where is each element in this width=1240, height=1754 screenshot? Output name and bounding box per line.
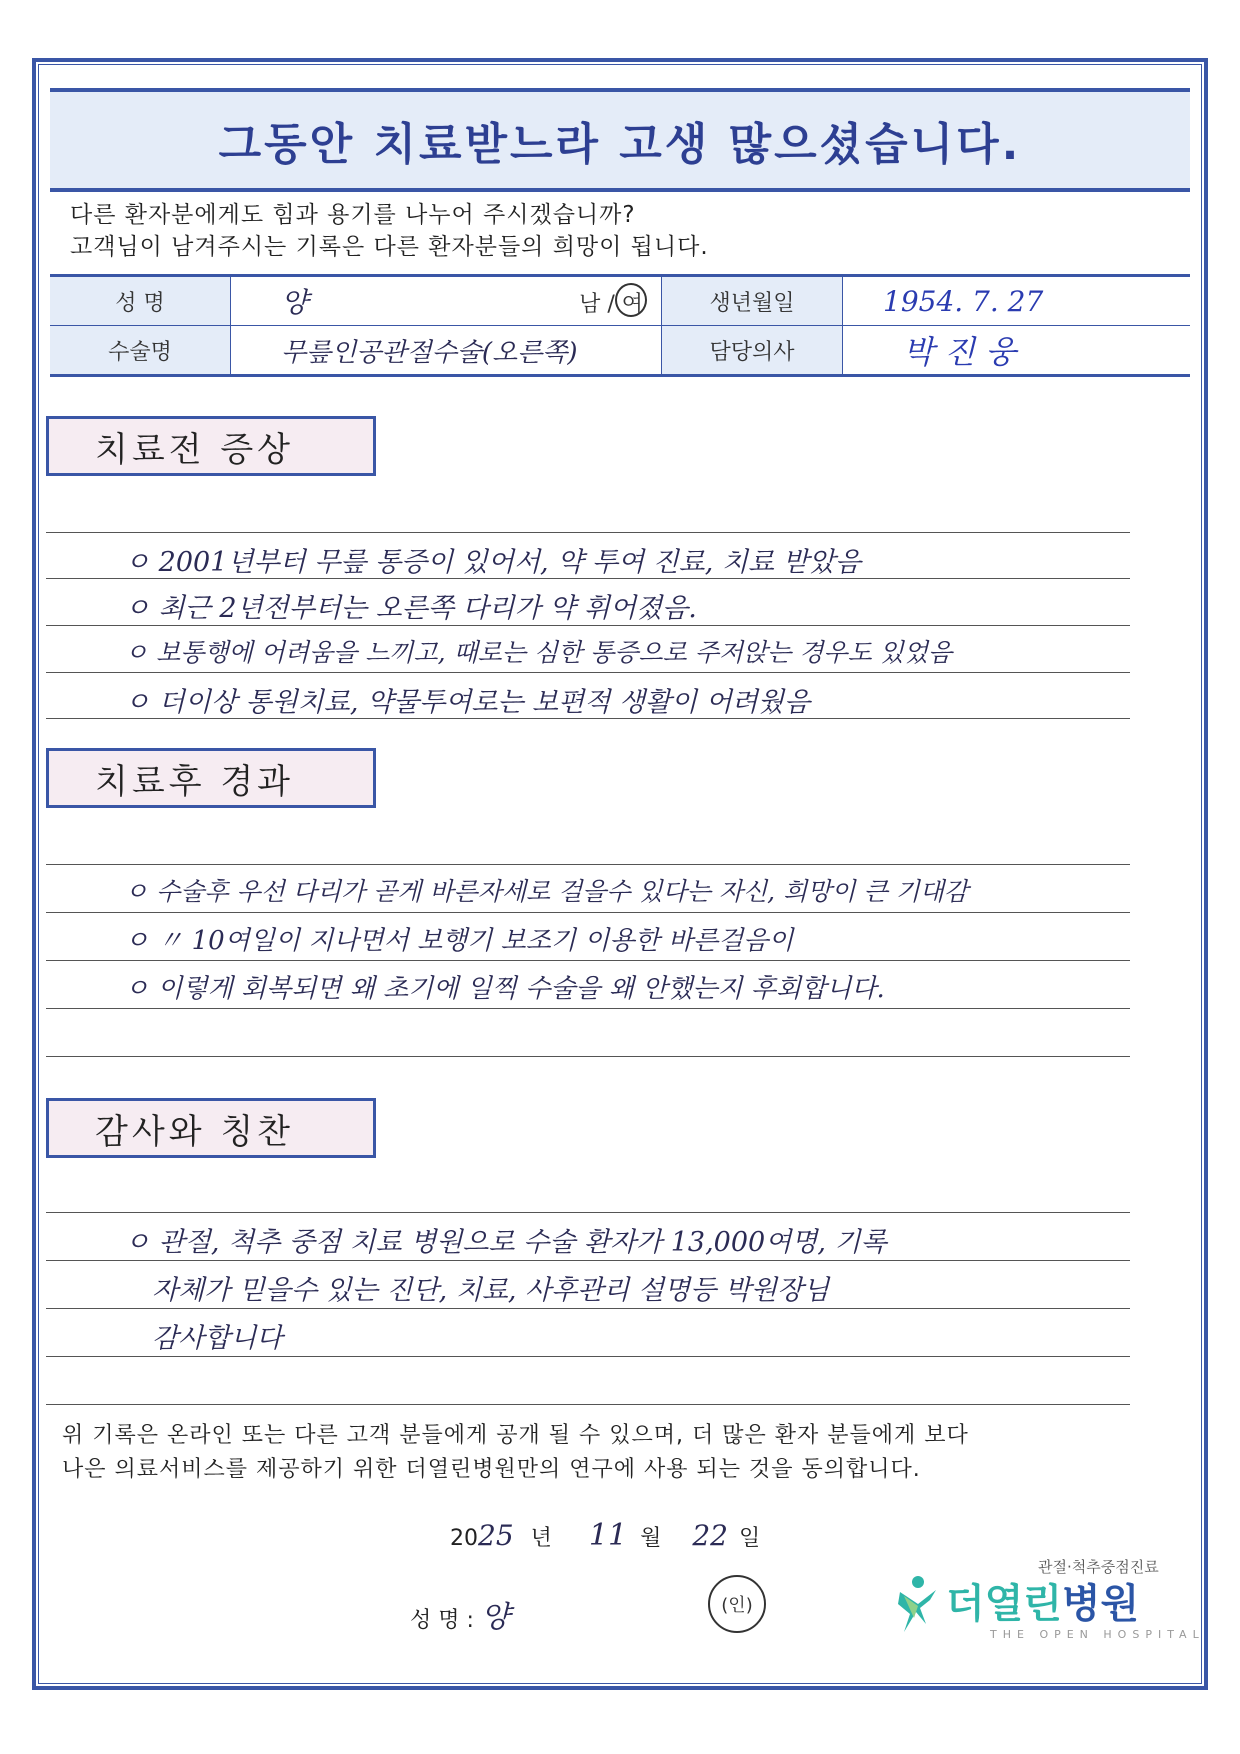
ruled-line: [46, 960, 1130, 961]
month-unit: 월: [640, 1526, 662, 1551]
name-label: 성 명: [50, 276, 231, 326]
section-header-before: 치료전 증상: [46, 416, 376, 476]
signature-name: [410, 1592, 510, 1636]
gender-options: 남 / 여: [579, 292, 643, 317]
surgery-label: 수술명: [50, 326, 231, 376]
gender-selected-circle: [615, 283, 647, 317]
birth-label: 생년월일: [662, 276, 843, 326]
ruled-line: [46, 1008, 1130, 1009]
ruled-line: [46, 1056, 1130, 1057]
intro-line-2: 고객님이 남겨주시는 기록은 다른 환자분들의 희망이 됩니다.: [70, 234, 709, 260]
surgery-value: 무릎인공관절수술(오른쪽): [231, 326, 662, 376]
year-unit: 년: [530, 1526, 552, 1551]
ruled-line: [46, 912, 1130, 913]
hospital-logo-icon: [896, 1574, 942, 1636]
day-unit: 일: [739, 1526, 761, 1551]
ruled-line: [46, 672, 1130, 673]
section-header-after: 치료후 경과: [46, 748, 376, 808]
sign-name-value: 양: [480, 1600, 510, 1635]
sign-name-label: 성 명 :: [410, 1608, 474, 1633]
seal-stamp: (인): [708, 1575, 766, 1633]
doctor-value: 박 진 웅: [903, 333, 1017, 371]
logo-name-part1: 더열린: [946, 1581, 1062, 1627]
after-entry-1: ㅇ 수술후 우선 다리가 곧게 바른자세로 걸을수 있다는 자신, 희망이 큰 기대감: [124, 877, 969, 906]
before-entry-4: ㅇ 더이상 통원치료, 약물투여로는 보편적 생활이 어려웠음: [124, 687, 811, 718]
day-value: 22: [692, 1519, 728, 1552]
ruled-line: [46, 1212, 1130, 1213]
year-prefix: 20: [450, 1526, 478, 1551]
ruled-line: [46, 1404, 1130, 1405]
before-entry-1: ㅇ 2001년부터 무릎 통증이 있어서, 약 투여 진료, 치료 받았음: [124, 547, 861, 578]
ruled-line: [46, 864, 1130, 865]
section-header-thanks: 감사와 칭찬: [46, 1098, 376, 1158]
thanks-entry-1: ㅇ 관절, 척추 중점 치료 병원으로 수술 환자가 13,000여명, 기록: [124, 1227, 887, 1258]
consent-line-2: 나은 의료서비스를 제공하기 위한 더열린병원만의 연구에 사용 되는 것을 동의합니다.: [62, 1457, 921, 1482]
month-value: 11: [588, 1518, 628, 1553]
patient-info-table: [50, 274, 1190, 377]
after-entry-2: ㅇ 〃 10여일이 지나면서 보행기 보조기 이용한 바른걸음이: [124, 926, 794, 956]
logo-name-part2: 병원: [1061, 1581, 1140, 1627]
ruled-line: [46, 1308, 1130, 1309]
year-suffix: 25: [478, 1519, 514, 1552]
intro-line-1: 다른 환자분에게도 힘과 용기를 나누어 주시겠습니까?: [70, 202, 636, 228]
birth-value: 1954. 7. 27: [843, 276, 1191, 326]
after-entry-3: ㅇ 이렇게 회복되면 왜 초기에 일찍 수술을 왜 안했는지 후회합니다.: [124, 974, 885, 1004]
logo-english: THE OPEN HOSPITAL: [990, 1628, 1205, 1641]
logo-tagline: 관절·척추중점진료: [1038, 1558, 1159, 1576]
thanks-entry-2: 자체가 믿을수 있는 진단, 치료, 사후관리 설명등 박원장님: [152, 1275, 830, 1306]
before-entry-2: ㅇ 최근 2년전부터는 오른쪽 다리가 약 휘어졌음.: [124, 593, 697, 624]
ruled-line: [46, 1260, 1130, 1261]
consent-line-1: 위 기록은 온라인 또는 다른 고객 분들에게 공개 될 수 있으며, 더 많은 환자 분들에게 보다: [62, 1423, 969, 1448]
hospital-logo-text: [946, 1572, 1139, 1629]
signature-date: [450, 1518, 760, 1553]
ruled-line: [46, 625, 1130, 626]
thanks-entry-3: 감사합니다: [152, 1323, 283, 1354]
ruled-line: [46, 532, 1130, 533]
name-cell: [231, 276, 662, 326]
name-value: 양: [281, 286, 309, 319]
ruled-line: [46, 1356, 1130, 1357]
before-entry-3: ㅇ 보통행에 어려움을 느끼고, 때로는 심한 통증으로 주저앉는 경우도 있었음: [124, 638, 953, 667]
page-title: 그동안 치료받느라 고생 많으셨습니다.: [50, 88, 1190, 192]
doctor-label: 담당의사: [662, 326, 843, 376]
